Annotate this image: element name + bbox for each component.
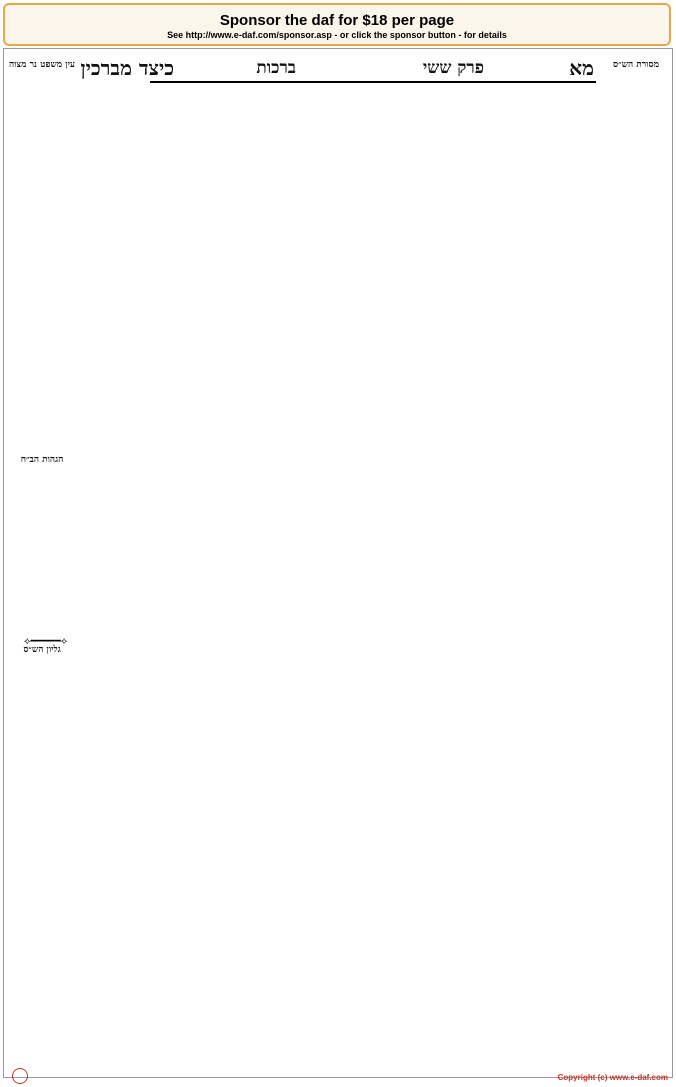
- gilyon-heading: גליון הש״ס: [23, 645, 61, 655]
- rashi-commentary: [436, 86, 596, 1061]
- hagahot-margin: [6, 470, 76, 640]
- gemara-bottom-block: [162, 900, 432, 1060]
- ein-mishpat-heading: עין משפט נר מצוה: [8, 60, 76, 70]
- sponsor-banner[interactable]: [3, 3, 671, 46]
- sponsor-title[interactable]: Sponsor the daf for $18 per page: [219, 12, 455, 29]
- header-rule: [150, 81, 596, 83]
- chapter-label: פרק ששי: [422, 58, 484, 78]
- gemara-main-text: [162, 370, 432, 890]
- chapter-title: כיצד מברכין: [80, 56, 174, 80]
- mesoret-heading: מסורת הש״ס: [613, 60, 659, 70]
- publisher-seal-icon: [12, 1068, 28, 1084]
- sponsor-subtitle[interactable]: See http://www.e-daf.com/sponsor.asp - or click the sponsor button - for details: [167, 30, 507, 40]
- gilyon-margin: [6, 660, 76, 860]
- hagahot-heading: הגהות הב״ח: [20, 455, 64, 465]
- page-number: מא: [569, 56, 594, 80]
- ein-mishpat-margin: [6, 86, 76, 446]
- page-header: [80, 56, 594, 82]
- gemara-top-block: [162, 86, 432, 196]
- copyright-notice: Copyright (c) www.e-daf.com: [557, 1073, 668, 1082]
- tractate-name: ברכות: [256, 58, 296, 78]
- ornament-divider: ⟡━━━━━⟡: [24, 636, 68, 647]
- mesoret-margin: [602, 100, 668, 1060]
